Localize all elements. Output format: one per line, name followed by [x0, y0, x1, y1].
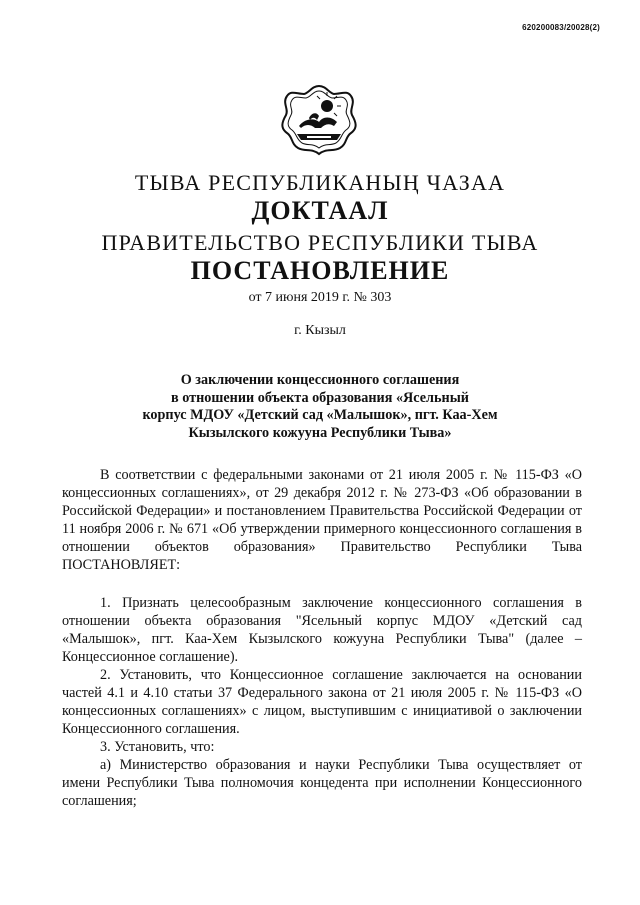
document-body [62, 466, 582, 810]
header-line-government: ПРАВИТЕЛЬСТВО РЕСПУБЛИКИ ТЫВА [101, 230, 539, 255]
title-line: О заключении концессионного соглашения [180, 372, 460, 388]
coat-of-arms-emblem [279, 82, 359, 158]
paragraph-item-3a: а) Министерство образования и науки Республики Тыва осуществляет от имени Республики Тыва полномочия концедента при исполнении Концессионного соглашения; [62, 757, 582, 809]
paragraph-item-1: 1. Признать целесообразным заключение концессионного соглашения в отношении объекта образования "Ясельный корпус МДОУ «Детский сад «Малышок», пгт. Каа-Хем Кызылского кожууна Республики Тыва" (далее – Концессионное соглашение). [62, 595, 582, 665]
preamble-paragraph: В соответствии с федеральными законами от 21 июля 2005 г. № 115-ФЗ «О концессионных соглашениях», от 29 декабря 2012 г. № 273-ФЗ «Об образовании в Российской Федерации» и постановлением Правительства Российской Федерации от 11 ноября 2006 г. № 671 «Об утверждении примерного концессионного соглашения в отношении объектов образования» Правительство Республики Тыва ПОСТАНОВЛЯЕТ: [62, 467, 582, 573]
document-code: 620200083/20028(2) [522, 23, 600, 32]
resolution-title [100, 372, 540, 442]
header-line-resolution: ПОСТАНОВЛЕНИЕ [190, 256, 450, 285]
date-number: от 7 июня 2019 г. № 303 [248, 290, 392, 305]
header-line-tyva: ТЫВА РЕСПУБЛИКАНЫҢ ЧАЗАА [134, 170, 506, 195]
paragraph-item-2: 2. Установить, что Концессионное соглашение заключается на основании частей 4.1 и 4.10 статьи 37 Федерального закона от 21 июля 2005 г. № 115-ФЗ «О концессионных соглашениях» с лицом, выступившим с инициативой о заключении Концессионного соглашения. [62, 667, 582, 737]
city: г. Кызыл [294, 323, 346, 338]
paragraph-item-3: 3. Установить, что: [100, 739, 215, 755]
title-line: Кызылского кожууна Республики Тыва» [188, 424, 452, 441]
title-line: корпус МДОУ «Детский сад «Малышок», пгт. Каа-Хем [142, 407, 498, 423]
title-line: в отношении объекта образования «Ясельный [171, 389, 469, 406]
header-line-doktaal: ДОКТААЛ [251, 196, 389, 225]
